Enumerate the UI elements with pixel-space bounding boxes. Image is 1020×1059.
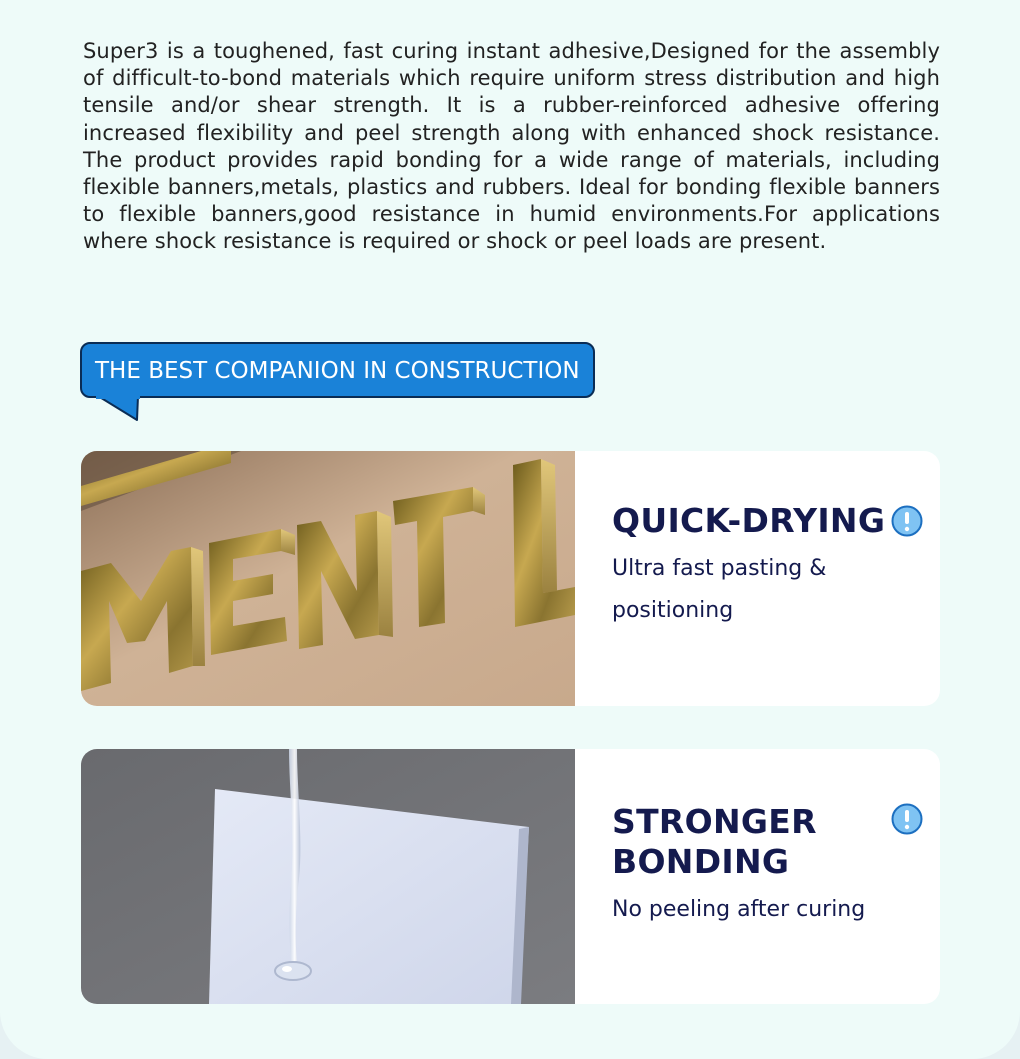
gold-sign-letters-image xyxy=(81,451,575,706)
adhesive-on-sheet-image xyxy=(81,749,575,1004)
feature-title: STRONGER BONDING xyxy=(612,802,817,881)
badge-tail xyxy=(96,396,140,422)
feature-description: Ultra fast pasting & positioning xyxy=(612,556,827,623)
feature-card-stronger-bonding xyxy=(81,749,940,1004)
section-badge: THE BEST COMPANION IN CONSTRUCTION xyxy=(80,342,595,398)
info-icon xyxy=(891,505,923,537)
product-description: Super3 is a toughened, fast curing instant adhesive,Designed for the assembly of difficult-to-bond materials which require uniform stress distribution and high tensile and/or shear strength. It is a rubber-reinforced adhesive offering increased flexibility and peel strength along with enhanced shock resistance. The product provides rapid bonding for a wide range of materials, including flexible banners,metals, plastics and rubbers. Ideal for bonding flexible banners to flexible banners,good resistance in humid environments.For applications where shock resistance is required or shock or peel loads are present. xyxy=(83,39,940,254)
feature-description: No peeling after curing xyxy=(612,897,866,922)
feature-card-quick-drying xyxy=(81,451,940,706)
info-icon xyxy=(891,803,923,835)
feature-title: QUICK-DRYING xyxy=(612,501,886,540)
